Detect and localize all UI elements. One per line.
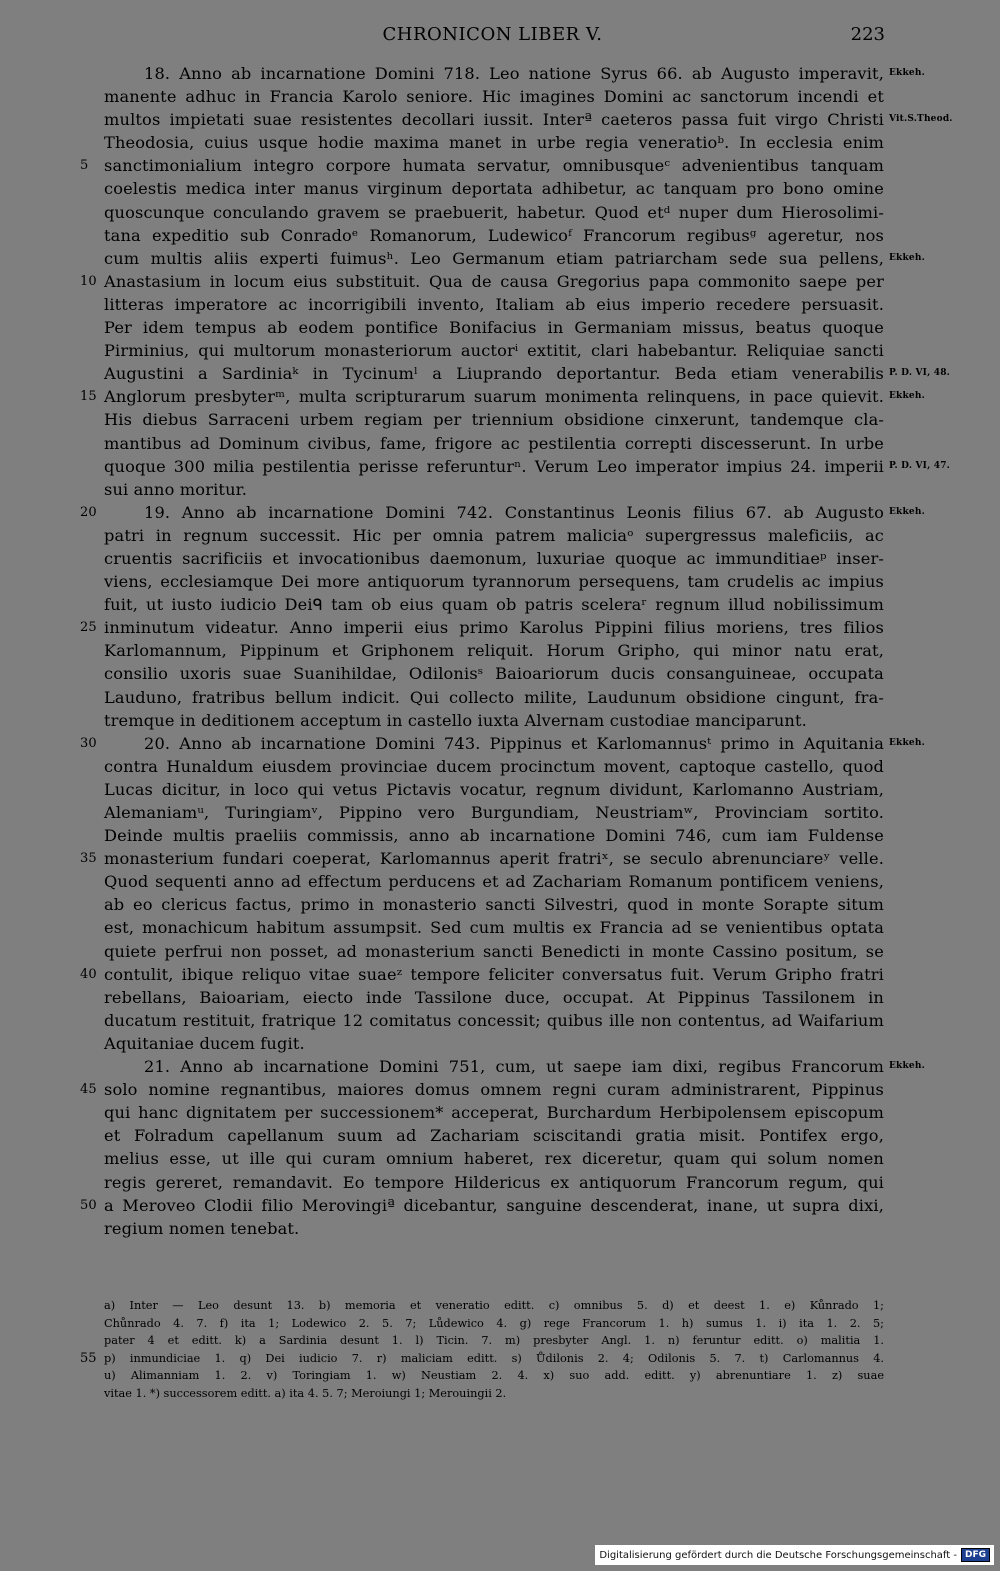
text-line	[104, 1147, 884, 1170]
text-line	[80, 154, 884, 177]
text-line-text: tremque in deditionem acceptum in castello iuxta Alvernam custodiae manciparunt.	[104, 710, 807, 730]
text-line	[104, 316, 884, 339]
text-line-text: coelestis medica inter manus virginum deportata adhibetur, ac tanquam pro bono omine	[104, 179, 884, 199]
text-line-text: Aquitaniae ducem fugit.	[104, 1033, 305, 1053]
text-line	[104, 524, 884, 547]
text-line-text: multos impietati suae resistentes decollari iussit. Interª caeteros passa fuit virgo Christi	[104, 110, 884, 130]
text-line	[104, 686, 884, 709]
text-line	[80, 501, 925, 524]
dfg-logo-icon: DFG	[961, 1548, 990, 1562]
text-line-text: His diebus Sarraceni urbem regiam per triennium obsidione cinxerunt, tandemque cla-	[104, 410, 884, 430]
line-number: 5	[80, 158, 89, 174]
margin-source-note: Ekkeh.	[889, 252, 925, 263]
text-line	[104, 1171, 884, 1194]
text-line	[80, 732, 925, 755]
text-line-text: 20. Anno ab incarnatione Domini 743. Pippinus et Karlomannusᵗ primo in Aquitania	[144, 733, 884, 753]
text-line	[104, 709, 884, 732]
text-line-text: Alemaniamᵘ, Turingiamᵛ, Pippino vero Burgundiam, Neustriamʷ, Provinciam sortito.	[104, 803, 884, 822]
footnote-line-text: u) Alimanniam 1. 2. v) Toringiam 1. w) Neustiam 2. 4. x) suo add. editt. y) abrenuntiare 1. z) suae	[104, 1369, 884, 1383]
text-line-text: 21. Anno ab incarnatione Domini 751, cum, ut saepe iam dixi, regibus Francorum	[144, 1057, 884, 1077]
text-line	[80, 847, 884, 870]
text-line-text: a Meroveo Clodii filio Merovingiª dicebantur, sanguine descenderat, inane, ut supra dixi,	[104, 1195, 884, 1215]
footnote-line-text: p) inmundiciae 1. q) Dei iudicio 7. r) maliciam editt. s) Ůdilonis 2. 4; Odilonis 5. 7. t) Carlomannus 4.	[104, 1351, 884, 1365]
text-line	[104, 224, 884, 247]
text-line-text: sui anno moritur.	[104, 479, 248, 499]
line-number: 40	[80, 966, 97, 982]
text-line-text: ducatum restituit, fratrique 12 comitatus concessit; quibus ille non contentus, ad Waifarium	[104, 1010, 884, 1030]
running-title: CHRONICON LIBER V.	[382, 24, 603, 45]
line-number: 15	[80, 389, 97, 405]
text-line	[104, 455, 951, 478]
text-line-text: est, monachicum habitum assumpsit. Sed cum multis ex Francia ad se venientibus optata	[104, 918, 884, 938]
footer-credit: Digitalisierung gefördert durch die Deutsche Forschungsgemeinschaft -	[599, 1549, 957, 1561]
text-line-text: Augustini a Sardiniaᵏ in Tycinumˡ a Liuprando deportantur. Beda etiam venerabilis	[104, 364, 884, 384]
line-number: 25	[80, 620, 97, 636]
text-line	[104, 986, 884, 1009]
footnote-line	[80, 1350, 884, 1368]
text-line	[104, 478, 884, 501]
text-line	[80, 1194, 884, 1217]
text-line-text: sanctimonialium integro corpore humata servatur, omnibusqueᶜ advenientibus tanquam	[104, 156, 884, 176]
text-line-text: Pirminius, qui multorum monasteriorum auctorⁱ extitit, clari habebantur. Reliquiae sancti	[104, 341, 884, 361]
text-line	[80, 385, 925, 408]
text-line-text: Quod sequenti anno ad effectum perducens et ad Zachariam Romanum pontificem veniens,	[104, 872, 884, 892]
text-line-text: patri in regnum successit. Hic per omnia patrem maliciaᵒ supergressus maleficiis, ac	[104, 525, 884, 545]
text-line-text: quiete perfrui non posset, ad monasterium sancti Benedicti in monte Cassino positum, se	[104, 941, 884, 961]
text-line-text: mantibus ad Dominum civibus, fame, frigore ac pestilentia correpti discesserunt. In urbe	[104, 433, 884, 453]
text-line	[80, 1078, 884, 1101]
text-line	[104, 662, 884, 685]
text-line	[104, 801, 884, 824]
footnote-line-text: pater 4 et editt. k) a Sardinia desunt 1. l) Ticin. 7. m) presbyter Angl. 1. n) feruntur editt. o) malitia 1.	[104, 1334, 884, 1348]
text-line	[80, 270, 884, 293]
line-number: 30	[80, 735, 97, 751]
text-line	[80, 616, 884, 639]
body-text	[80, 62, 953, 1240]
text-line	[104, 62, 925, 85]
text-line-text: 19. Anno ab incarnatione Domini 742. Constantinus Leonis filius 67. ab Augusto	[144, 502, 884, 522]
margin-source-note: Ekkeh.	[889, 391, 925, 402]
line-number: 50	[80, 1197, 97, 1213]
footnote-line-text: vitae 1. *) successorem editt. a) ita 4. 5. 7; Meroiungi 1; Merouingii 2.	[104, 1386, 507, 1400]
digitization-footer	[595, 1545, 994, 1565]
text-line-text: cum multis aliis experti fuimusʰ. Leo Germanum etiam patriarcham sede sua pellens,	[104, 248, 884, 268]
margin-source-note: Ekkeh.	[889, 68, 925, 78]
text-line	[104, 1124, 884, 1147]
footnote-line	[104, 1367, 884, 1385]
line-number: 20	[80, 504, 97, 520]
text-line	[104, 940, 884, 963]
text-line-text: melius esse, ut ille qui curam omnium haberet, rex diceretur, quam qui solum nomen	[104, 1149, 884, 1169]
text-line-text: quoque 300 milia pestilentia perisse referunturⁿ. Verum Leo imperator impius 24. imperii	[104, 456, 884, 476]
text-line	[104, 339, 884, 362]
text-line	[104, 570, 884, 593]
text-line	[104, 1217, 884, 1240]
text-line	[104, 1032, 884, 1055]
text-line-text: regium nomen tenebat.	[104, 1218, 300, 1238]
text-line-text: litteras imperatore ac incorrigibili invento, Italiam ab eius imperio recedere persuasit.	[104, 294, 884, 314]
text-line	[104, 547, 884, 570]
footnote-line	[104, 1332, 884, 1350]
text-line-text: contulit, ibique reliquo vitae suaeᶻ tempore feliciter conversatus fuit. Verum Gripho fratri	[104, 964, 884, 984]
footnote-line-text: a) Inter — Leo desunt 13. b) memoria et veneratio editt. c) omnibus 5. d) et deest 1. e) Kůnrado 1;	[104, 1299, 884, 1312]
text-line	[104, 755, 884, 778]
footnote-line-text: Chůnrado 4. 7. f) ita 1; Lodewico 2. 5. 7; Lůdewico 4. g) rege Francorum 1. h) sumus 1. i) ita 1. 2. 5;	[104, 1316, 884, 1330]
text-line-text: ab eo clericus factus, primo in monasterio sancti Silvestri, quod in monte Sorapte situm	[104, 895, 884, 915]
text-line-text: Karlomannum, Pippinum et Griphonem reliquit. Horum Gripho, qui minor natu erat,	[104, 641, 884, 661]
text-line-text: qui hanc dignitatem per successionem* acceperat, Burchardum Herbipolensem episcopum	[104, 1103, 884, 1123]
line-number: 55	[80, 1350, 97, 1366]
page-header	[100, 24, 885, 50]
text-line	[104, 293, 884, 316]
margin-source-note: P. D. VI, 48.	[889, 368, 951, 379]
text-line-text: tana expeditio sub Conradoᵉ Romanorum, Ludewicoᶠ Francorum regibusᵍ ageretur, nos	[104, 225, 884, 245]
text-line-text: Per idem tempus ab eodem pontifice Bonifacius in Germaniam missus, beatus quoque	[104, 318, 884, 338]
line-number: 35	[80, 851, 97, 867]
text-line	[104, 131, 884, 154]
line-number: 10	[80, 273, 97, 289]
text-line-text: Deinde multis praeliis commissis, anno ab incarnatione Domini 746, cum iam Fuldense	[104, 826, 884, 846]
text-line-text: Lauduno, fratribus bellum indicit. Qui collecto milite, Laudunum obsidione cingunt, fra-	[104, 687, 884, 707]
text-line	[104, 593, 884, 616]
text-line-text: 18. Anno ab incarnatione Domini 718. Leo natione Syrus 66. ab Augusto imperavit,	[144, 64, 884, 83]
text-line	[104, 432, 884, 455]
text-line-text: monasterium fundari coeperat, Karlomannus aperit fratriˣ, se seculo abrenunciareʸ velle.	[104, 849, 884, 869]
text-line-text: quoscunque conculando gravem se praebuerit, habetur. Quod etᵈ nuper dum Hierosolimi-	[104, 202, 884, 222]
text-line-text: regis gereret, remandavit. Eo tempore Hildericus ex antiquorum Francorum regum, qui	[104, 1172, 884, 1192]
footnote-line	[104, 1297, 884, 1315]
text-line	[104, 177, 884, 200]
text-line-text: Anglorum presbyterᵐ, multa scripturarum suarum monimenta relinquens, in pace quievit.	[104, 387, 884, 407]
text-line-text: consilio uxoris suae Suanihildae, Odilonisˢ Baioariorum ducis consanguineae, occupata	[104, 664, 884, 684]
margin-source-note: Vit.S.Theod.	[889, 114, 953, 125]
page-number: 223	[850, 24, 885, 45]
text-line-text: fuit, ut iusto iudicio Deiᑫ tam ob eius quam ob patris sceleraʳ regnum illud nobilissimum	[104, 595, 884, 615]
text-line	[104, 362, 951, 385]
text-line-text: Theodosia, cuius usque hodie maxima manet in urbe regia veneratioᵇ. In ecclesia enim	[104, 133, 884, 153]
margin-source-note: P. D. VI, 47.	[889, 460, 951, 471]
text-line-text: cruentis sacrificiis et invocationibus daemonum, luxuriae quoque ac immunditiaeᵖ inser-	[104, 548, 884, 568]
text-line	[104, 408, 884, 431]
text-line-text: manente adhuc in Francia Karolo seniore. Hic imagines Domini ac sanctorum incendi et	[104, 87, 884, 107]
margin-source-note: Ekkeh.	[889, 1061, 925, 1072]
footnotes	[80, 1297, 884, 1403]
text-line-text: contra Hunaldum eiusdem provinciae ducem procinctum movent, captoque castello, quod	[104, 756, 884, 776]
footnote-line	[104, 1315, 884, 1333]
text-line	[104, 916, 884, 939]
text-line	[104, 870, 884, 893]
text-line-text: et Folradum capellanum suum ad Zachariam sciscitandi gratia misit. Pontifex ergo,	[104, 1126, 884, 1146]
text-line	[104, 1009, 884, 1032]
text-line	[104, 639, 884, 662]
margin-source-note: Ekkeh.	[889, 737, 925, 748]
line-number: 45	[80, 1082, 97, 1098]
text-line-text: inminutum videatur. Anno imperii eius primo Karolus Pippini filius moriens, tres filios	[104, 618, 884, 638]
text-line	[104, 1055, 925, 1078]
text-line	[104, 85, 884, 108]
text-line	[104, 247, 925, 270]
text-line	[104, 778, 884, 801]
text-line	[104, 1101, 884, 1124]
text-line-text: viens, ecclesiamque Dei more antiquorum tyrannorum persequens, tam crudelis ac impius	[104, 572, 884, 592]
text-line-text: Lucas dicitur, in loco qui vetus Pictavis vocatur, regnum dividunt, Karlomanno Austriam,	[104, 779, 884, 799]
margin-source-note: Ekkeh.	[889, 506, 925, 517]
text-line-text: solo nomine regnantibus, maiores domus omnem regni curam administrarent, Pippinus	[104, 1080, 884, 1100]
text-line	[104, 108, 953, 131]
text-line	[104, 201, 884, 224]
text-line-text: Anastasium in locum eius substituit. Qua de causa Gregorius papa commonito saepe per	[104, 271, 884, 291]
text-line-text: rebellans, Baioariam, eiecto inde Tassilone duce, occupat. At Pippinus Tassilonem in	[104, 987, 884, 1007]
footnote-line	[104, 1385, 884, 1403]
text-line	[104, 824, 884, 847]
text-line	[80, 963, 884, 986]
text-line	[104, 893, 884, 916]
